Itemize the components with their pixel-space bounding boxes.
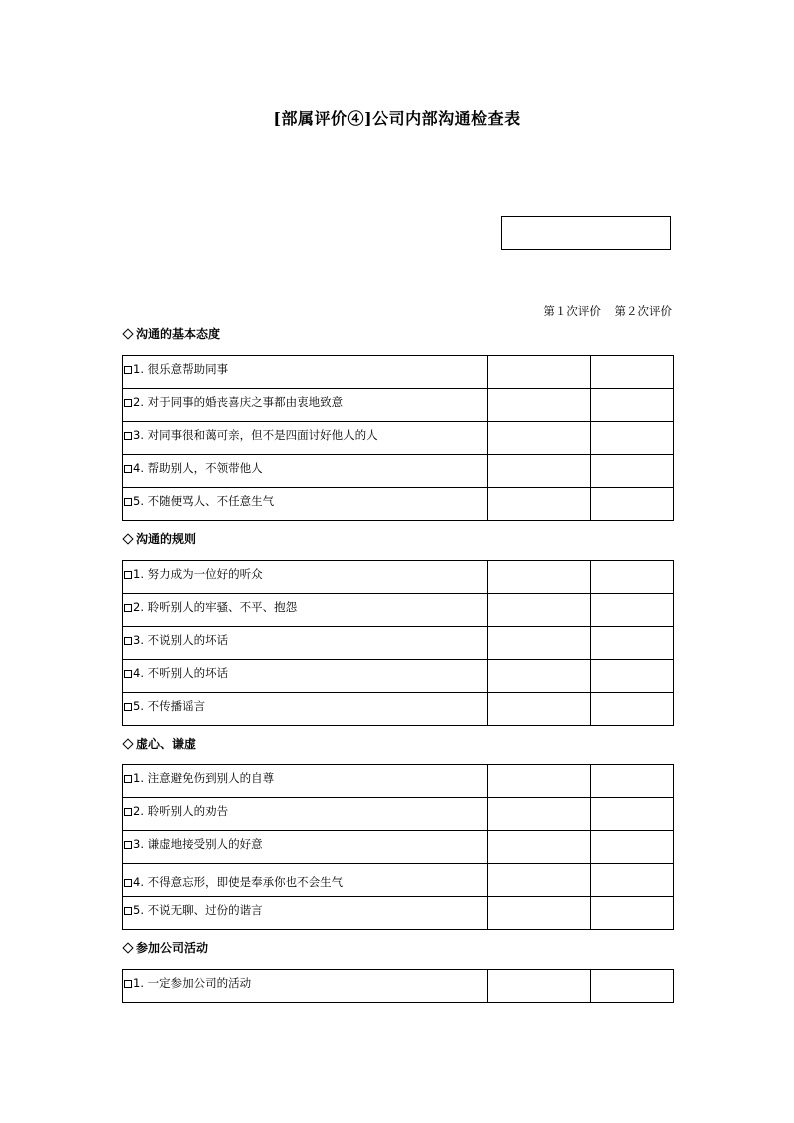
table-row: [123, 798, 674, 831]
first-evaluation-cell[interactable]: [488, 356, 591, 389]
checklist-item-text: 5. 不说无聊、过份的谐言: [133, 903, 263, 917]
checklist-item-text: 3. 不说别人的坏话: [133, 633, 229, 647]
section-heading-basic-attitude: 沟通的基本态度: [122, 325, 220, 342]
first-evaluation-cell[interactable]: [488, 864, 591, 897]
checkbox-icon[interactable]: [124, 879, 132, 887]
table-row: [123, 970, 674, 1003]
diamond-bullet-icon: [122, 942, 133, 953]
first-evaluation-cell[interactable]: [488, 561, 591, 594]
checkbox-icon[interactable]: [124, 571, 132, 579]
first-evaluation-cell[interactable]: [488, 488, 591, 521]
section-heading-modesty: 虚心、谦虚: [122, 735, 196, 752]
first-evaluation-cell[interactable]: [488, 422, 591, 455]
second-evaluation-cell[interactable]: [591, 455, 674, 488]
second-evaluation-cell[interactable]: [591, 864, 674, 897]
table-row: [123, 356, 674, 389]
checklist-table-communication-rules: [122, 560, 674, 726]
page-title: [部属评价④]公司内部沟通检查表: [273, 109, 521, 128]
checklist-item-text: 5. 不传播谣言: [133, 699, 206, 713]
table-row: [123, 660, 674, 693]
first-evaluation-cell[interactable]: [488, 455, 591, 488]
table-row: [123, 594, 674, 627]
checkbox-icon[interactable]: [124, 637, 132, 645]
second-evaluation-cell[interactable]: [591, 970, 674, 1003]
first-evaluation-cell[interactable]: [488, 594, 591, 627]
section-heading-company-activities: 参加公司活动: [122, 939, 208, 956]
first-evaluation-cell[interactable]: [488, 627, 591, 660]
table-row: [123, 627, 674, 660]
checkbox-icon[interactable]: [124, 432, 132, 440]
checkbox-icon[interactable]: [124, 366, 132, 374]
table-row: [123, 422, 674, 455]
table-row: [123, 897, 674, 930]
checkbox-icon[interactable]: [124, 841, 132, 849]
checklist-item-text: 1. 一定参加公司的活动: [133, 976, 252, 990]
second-evaluation-cell[interactable]: [591, 488, 674, 521]
second-evaluation-cell[interactable]: [591, 389, 674, 422]
first-evaluation-cell[interactable]: [488, 798, 591, 831]
table-row: [123, 765, 674, 798]
second-evaluation-cell[interactable]: [591, 561, 674, 594]
checkbox-icon[interactable]: [124, 604, 132, 612]
checkbox-icon[interactable]: [124, 775, 132, 783]
checklist-item-text: 4. 不听别人的坏话: [133, 666, 229, 680]
diamond-bullet-icon: [122, 738, 133, 749]
table-row: [123, 455, 674, 488]
checklist-item-text: 5. 不随便骂人、不任意生气: [133, 494, 275, 508]
checklist-item-text: 3. 对同事很和蔼可亲，但不是四面讨好他人的人: [133, 428, 378, 442]
table-row: [123, 693, 674, 726]
second-evaluation-cell[interactable]: [591, 831, 674, 864]
name-entry-box[interactable]: [501, 216, 671, 250]
checklist-table-modesty: [122, 764, 674, 930]
table-row: [123, 831, 674, 864]
table-row: [123, 561, 674, 594]
second-evaluation-cell[interactable]: [591, 594, 674, 627]
second-evaluation-header: 第２次评价: [614, 304, 672, 318]
diamond-bullet-icon: [122, 533, 133, 544]
second-evaluation-cell[interactable]: [591, 798, 674, 831]
checklist-item-text: 3. 谦虚地接受别人的好意: [133, 837, 263, 851]
checklist-item-text: 1. 很乐意帮助同事: [133, 362, 229, 376]
first-evaluation-cell[interactable]: [488, 660, 591, 693]
checklist-table-company-activities: [122, 969, 674, 1003]
checklist-item-text: 2. 聆听别人的劝告: [133, 804, 229, 818]
second-evaluation-cell[interactable]: [591, 897, 674, 930]
checklist-item-text: 4. 不得意忘形，即使是奉承你也不会生气: [133, 875, 344, 889]
second-evaluation-cell[interactable]: [591, 356, 674, 389]
table-row: [123, 864, 674, 897]
checkbox-icon[interactable]: [124, 808, 132, 816]
checklist-item-text: 4. 帮助别人，不领带他人: [133, 461, 263, 475]
diamond-bullet-icon: [122, 328, 133, 339]
checkbox-icon[interactable]: [124, 703, 132, 711]
second-evaluation-cell[interactable]: [591, 422, 674, 455]
first-evaluation-header: 第１次评价: [543, 304, 601, 318]
first-evaluation-cell[interactable]: [488, 693, 591, 726]
table-row: [123, 488, 674, 521]
section-heading-communication-rules: 沟通的规则: [122, 530, 196, 547]
checkbox-icon[interactable]: [124, 399, 132, 407]
second-evaluation-cell[interactable]: [591, 627, 674, 660]
first-evaluation-cell[interactable]: [488, 897, 591, 930]
first-evaluation-cell[interactable]: [488, 765, 591, 798]
checkbox-icon[interactable]: [124, 907, 132, 915]
checkbox-icon[interactable]: [124, 465, 132, 473]
checklist-table-basic-attitude: [122, 355, 674, 521]
checkbox-icon[interactable]: [124, 980, 132, 988]
table-row: [123, 389, 674, 422]
checklist-item-text: 1. 注意避免伤到别人的自尊: [133, 771, 275, 785]
first-evaluation-cell[interactable]: [488, 831, 591, 864]
evaluation-column-headers: [533, 303, 672, 319]
checkbox-icon[interactable]: [124, 498, 132, 506]
checklist-item-text: 1. 努力成为一位好的听众: [133, 567, 263, 581]
second-evaluation-cell[interactable]: [591, 660, 674, 693]
checklist-item-text: 2. 聆听别人的牢骚、不平、抱怨: [133, 600, 298, 614]
checkbox-icon[interactable]: [124, 670, 132, 678]
first-evaluation-cell[interactable]: [488, 389, 591, 422]
first-evaluation-cell[interactable]: [488, 970, 591, 1003]
second-evaluation-cell[interactable]: [591, 765, 674, 798]
second-evaluation-cell[interactable]: [591, 693, 674, 726]
checklist-item-text: 2. 对于同事的婚丧喜庆之事都由衷地致意: [133, 395, 344, 409]
